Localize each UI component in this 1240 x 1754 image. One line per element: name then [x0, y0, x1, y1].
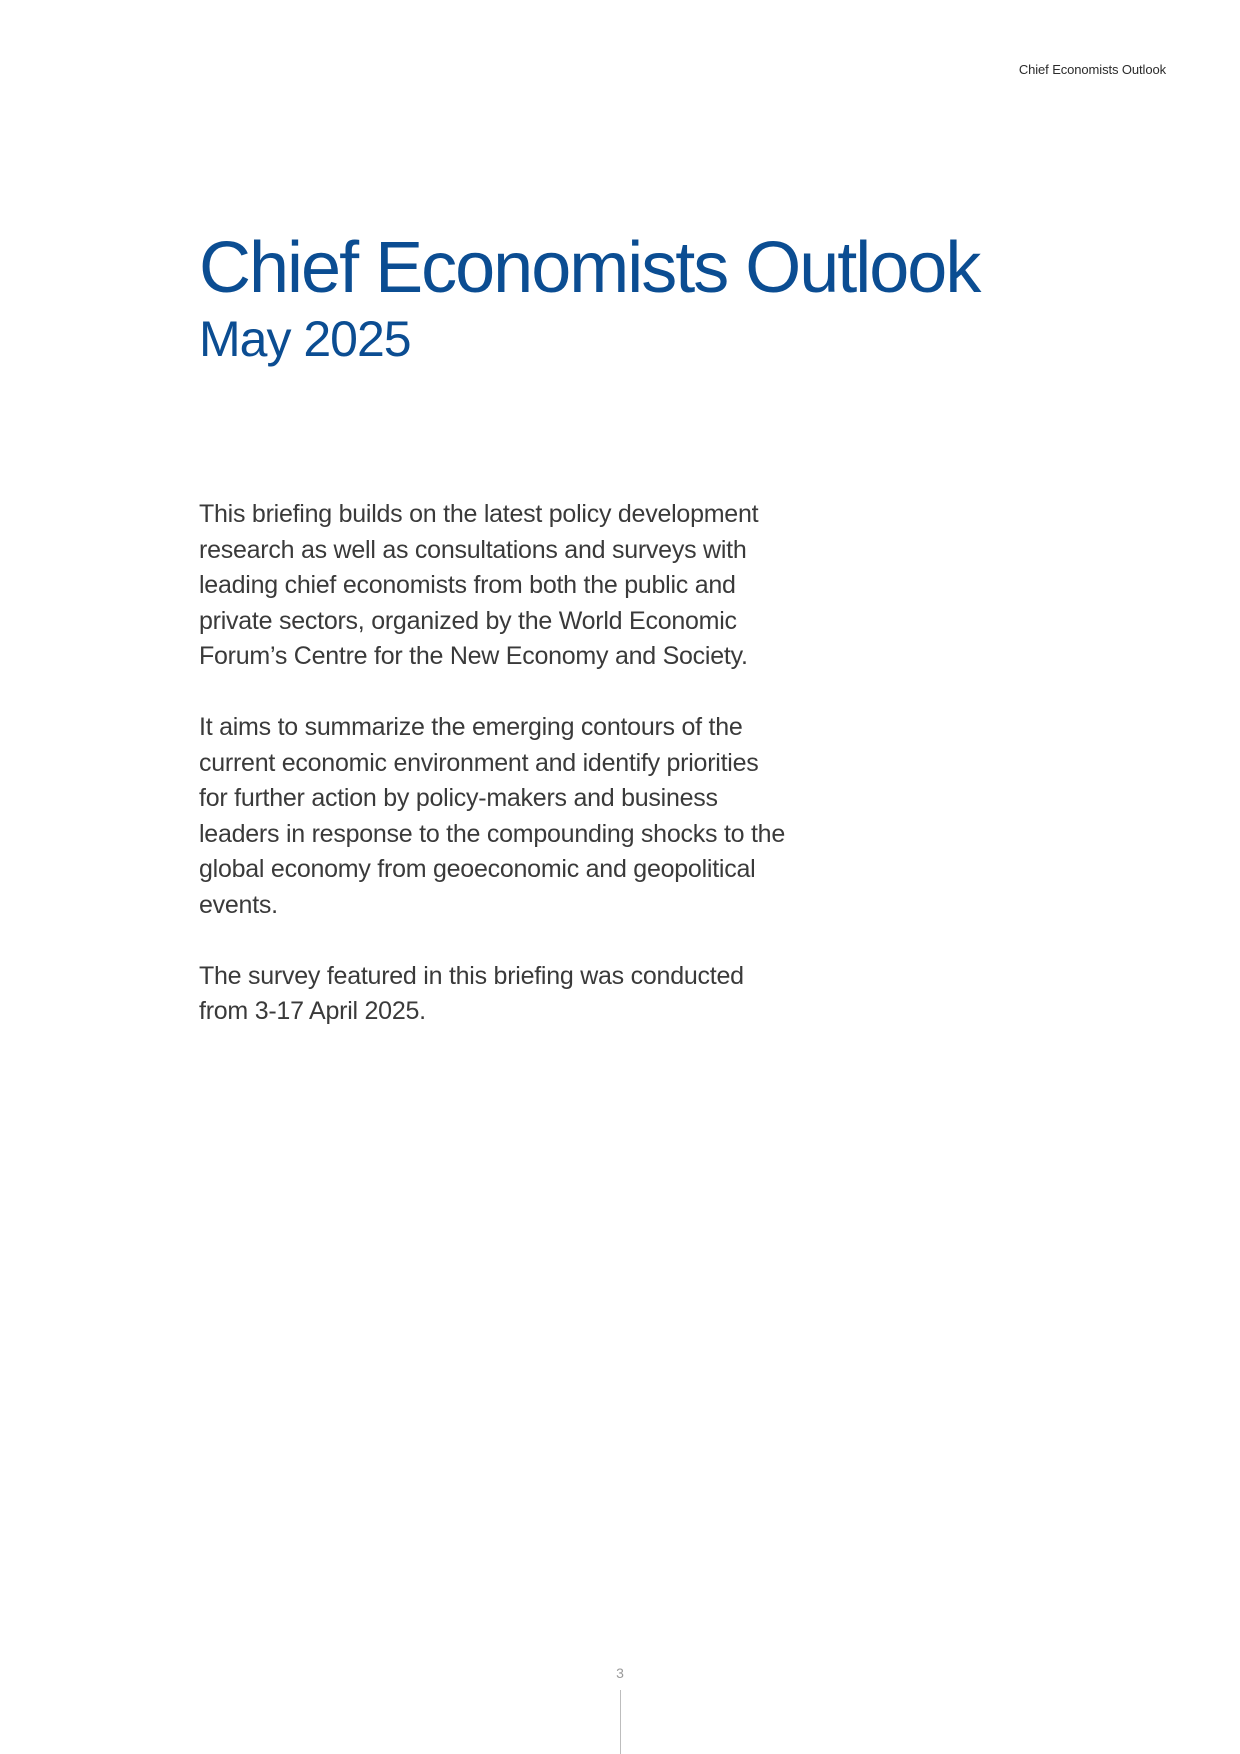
page-title: Chief Economists Outlook [199, 228, 980, 308]
intro-text [199, 497, 789, 1065]
page-number-rule [620, 1690, 621, 1754]
intro-paragraph: It aims to summarize the emerging contours of the current economic environment and identify priorities for further action by policy-makers and business leaders in response to the compounding shocks to the global economy from geoeconomic and geopolitical events. [199, 713, 785, 919]
title-block [199, 228, 979, 370]
intro-paragraph: The survey featured in this briefing was conducted from 3-17 April 2025. [199, 961, 744, 1025]
page-number: 3 [616, 1665, 624, 1681]
intro-paragraph: This briefing builds on the latest policy development research as well as consultations and surveys with leading chief economists from both the public and private sectors, organized by the World Economic Forum’s Centre for the New Economy and Society. [199, 500, 759, 670]
page-subtitle: May 2025 [199, 311, 411, 367]
running-header: Chief Economists Outlook [1018, 62, 1166, 77]
